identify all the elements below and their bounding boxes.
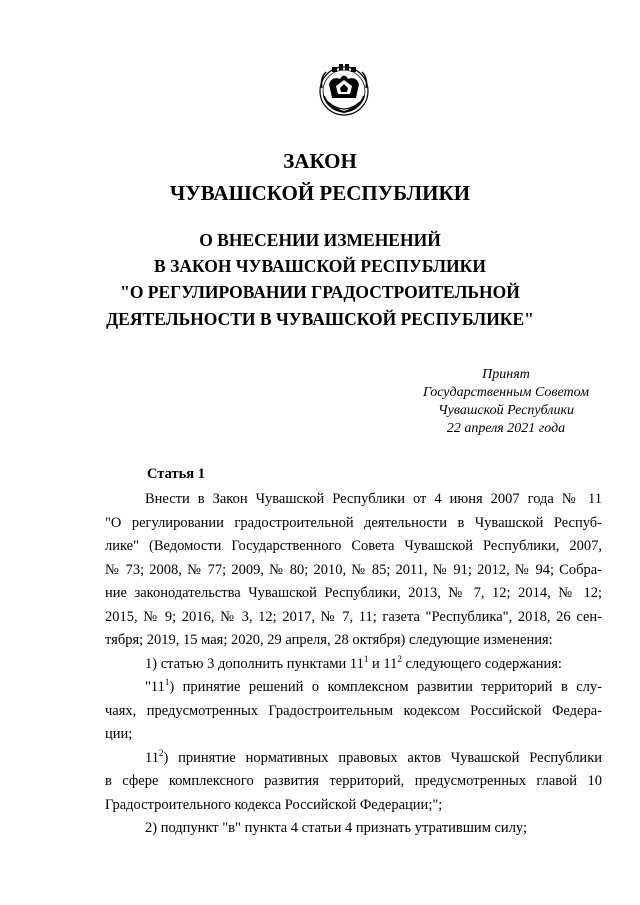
paragraph-line: 2015, № 9; 2016, № 3, 12; 2017, № 7, 11; газета "Республика", 2018, 26 сен- xyxy=(105,608,602,625)
paragraph-line: в сфере комплексного развития территорий, предусмотренных главой 10 xyxy=(105,773,602,789)
item-1-text: 1) статью 3 дополнить пунктами 11 xyxy=(145,655,364,672)
point-11-1 xyxy=(105,676,602,700)
item-1-text: следующего содержания: xyxy=(401,655,562,672)
point-text: 11 xyxy=(145,749,159,766)
paragraph-line: лике" (Ведомости Государственного Совета Чувашской Республики, 2007, xyxy=(105,538,602,554)
item-2: 2) подпункт "в" пункта 4 статьи 4 признать утратившим силу; xyxy=(145,820,528,836)
law-subtitle-line: В ЗАКОН ЧУВАШСКОЙ РЕСПУБЛИКИ xyxy=(154,256,486,276)
superscript: 2 xyxy=(158,747,164,758)
point-11-2 xyxy=(105,747,602,771)
paragraph-line: чаях, предусмотренных Градостроительным кодексом Российской Федера- xyxy=(105,702,602,719)
superscript: 1 xyxy=(363,653,369,664)
item-1 xyxy=(105,653,602,677)
chuvash-emblem xyxy=(312,58,376,122)
paragraph-line: ции; xyxy=(105,726,133,742)
paragraph-line: Внести в Закон Чувашской Республики от 4 июня 2007 года № 11 xyxy=(145,491,602,507)
paragraph-line: Градостроительного кодекса Российской Федерации;"; xyxy=(105,796,443,813)
law-subtitle-line: О ВНЕСЕНИИ ИЗМЕНЕНИЙ xyxy=(199,230,441,250)
point-text: "11 xyxy=(145,679,165,695)
paragraph-line: ние законодательства Чувашской Республики, 2013, № 7, 12; 2014, № 12; xyxy=(105,585,602,601)
adoption-line: Государственным Советом xyxy=(422,385,590,400)
law-subtitle-line: ДЕЯТЕЛЬНОСТИ В ЧУВАШСКОЙ РЕСПУБЛИКЕ" xyxy=(106,309,534,329)
superscript: 2 xyxy=(397,653,402,664)
superscript: 1 xyxy=(164,677,170,687)
paragraph-line: тября; 2019, 15 мая; 2020, 29 апреля, 28 октября) следующие изменения: xyxy=(105,632,553,648)
paragraph-line: № 73; 2008, № 77; 2009, № 80; 2010, № 85; 2011, № 91; 2012, № 94; Собра- xyxy=(105,561,602,578)
adoption-note xyxy=(410,366,602,438)
point-text: ) принятие решений о комплексном развитии территорий в слу- xyxy=(169,679,602,695)
republic-title: ЧУВАШСКОЙ РЕСПУБЛИКИ xyxy=(169,181,471,205)
point-text: ) принятие нормативных правовых актов Чувашской Республики xyxy=(163,749,602,766)
law-title: ЗАКОН xyxy=(283,149,357,173)
paragraph-line: "О регулировании градостроительной деятельности в Чувашской Респуб- xyxy=(105,514,602,531)
item-1-text: и 11 xyxy=(368,655,398,672)
article-body xyxy=(105,488,602,841)
adoption-date: 22 апреля 2021 года xyxy=(446,421,566,436)
adoption-line: Принят xyxy=(482,367,530,382)
law-subtitle-line: "О РЕГУЛИРОВАНИИ ГРАДОСТРОИТЕЛЬНОЙ xyxy=(120,282,520,302)
adoption-line: Чувашской Республики xyxy=(438,403,574,418)
article-heading: Статья 1 xyxy=(147,466,205,482)
